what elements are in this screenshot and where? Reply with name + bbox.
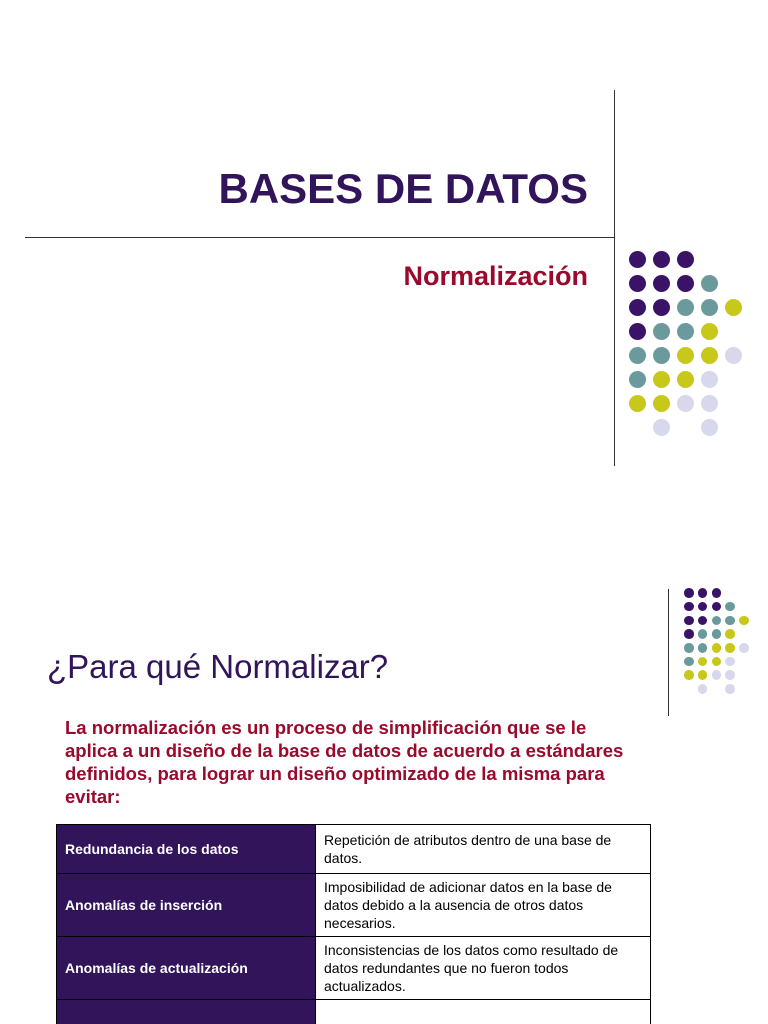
decorative-dot	[629, 275, 646, 292]
anomalies-table	[56, 824, 651, 1024]
decorative-dot	[725, 602, 735, 612]
decorative-dot	[653, 347, 670, 364]
decorative-dot	[677, 275, 694, 292]
horizontal-divider	[25, 237, 615, 238]
vertical-divider	[614, 90, 615, 466]
decorative-dot	[684, 588, 694, 598]
decorative-dot	[725, 643, 735, 653]
slide-title: BASES DE DATOS	[218, 165, 588, 212]
decorative-dot	[701, 371, 718, 388]
decorative-dot	[684, 629, 694, 639]
decorative-dot	[701, 323, 718, 340]
decorative-dot	[712, 629, 722, 639]
decorative-dot	[653, 419, 670, 436]
decorative-dot	[725, 299, 742, 316]
decorative-dot	[701, 299, 718, 316]
decorative-dot	[698, 629, 708, 639]
decorative-dot	[701, 347, 718, 364]
decorative-dot	[677, 323, 694, 340]
decorative-dot	[677, 299, 694, 316]
decorative-dot	[653, 323, 670, 340]
table-row	[57, 937, 651, 1000]
decorative-dot	[677, 251, 694, 268]
intro-paragraph: La normalización es un proceso de simplificación que se le aplica a un diseño de la base de datos de acuerdo a estándares definidos, para lograr un diseño optimizado de la misma para evitar:	[65, 717, 624, 807]
decorative-dot	[725, 616, 735, 626]
decorative-dot	[698, 670, 708, 680]
decorative-dot	[629, 323, 646, 340]
decorative-dot	[629, 347, 646, 364]
decorative-dot	[701, 275, 718, 292]
term-cell	[57, 1000, 316, 1024]
decorative-dot	[739, 616, 749, 626]
decorative-dot	[684, 643, 694, 653]
decorative-dot	[698, 602, 708, 612]
decorative-dot	[725, 629, 735, 639]
decorative-dot	[653, 299, 670, 316]
definition-cell: Inconsistencias de los datos como resultado de datos redundantes que no fueron todos actualizados.	[316, 937, 651, 1000]
term-cell: Anomalías de actualización	[57, 937, 316, 1000]
vertical-divider	[668, 589, 669, 716]
content-slide	[0, 520, 768, 1024]
decorative-dot	[653, 251, 670, 268]
decorative-dot	[684, 602, 694, 612]
decorative-dot	[684, 670, 694, 680]
decorative-dot	[653, 275, 670, 292]
decorative-dot	[629, 395, 646, 412]
slide-heading: ¿Para qué Normalizar?	[47, 648, 389, 685]
decorative-dot	[712, 657, 722, 667]
decorative-dot	[677, 395, 694, 412]
decorative-dot	[629, 251, 646, 268]
decorative-dot	[739, 643, 749, 653]
decorative-dot	[712, 670, 722, 680]
slide-subtitle: Normalización	[403, 261, 588, 291]
decorative-dot	[677, 371, 694, 388]
decorative-dot	[653, 371, 670, 388]
decorative-dot	[712, 602, 722, 612]
decorative-dot	[712, 643, 722, 653]
decorative-dot	[698, 616, 708, 626]
table-row	[57, 1000, 651, 1024]
decorative-dot	[629, 371, 646, 388]
decorative-dot	[698, 643, 708, 653]
decorative-dot	[698, 657, 708, 667]
decorative-dot	[698, 588, 708, 598]
term-cell: Redundancia de los datos	[57, 825, 316, 874]
decorative-dot	[701, 419, 718, 436]
decorative-dot	[629, 299, 646, 316]
table-row	[57, 874, 651, 937]
definition-cell	[316, 1000, 651, 1024]
decorative-dot	[684, 616, 694, 626]
decorative-dot	[725, 347, 742, 364]
decorative-dot	[725, 657, 735, 667]
table-row	[57, 825, 651, 874]
decorative-dot	[677, 347, 694, 364]
decorative-dot	[712, 616, 722, 626]
decorative-dot	[698, 684, 708, 694]
definition-cell: Repetición de atributos dentro de una base de datos.	[316, 825, 651, 874]
decorative-dot	[725, 684, 735, 694]
decorative-dot	[701, 395, 718, 412]
decorative-dot	[725, 670, 735, 680]
definition-cell: Imposibilidad de adicionar datos en la base de datos debido a la ausencia de otros datos necesarios.	[316, 874, 651, 937]
decorative-dot	[653, 395, 670, 412]
decorative-dot	[684, 657, 694, 667]
decorative-dot	[712, 588, 722, 598]
term-cell: Anomalías de inserción	[57, 874, 316, 937]
